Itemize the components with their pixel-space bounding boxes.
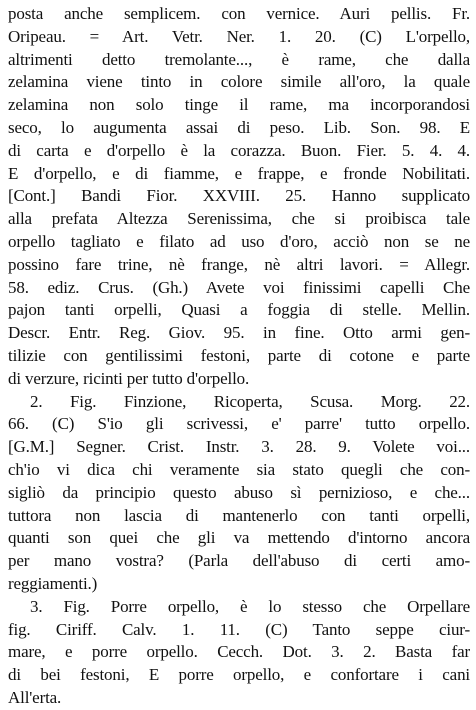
text-line: di verzure, ricinti per tutto d'orpello. bbox=[8, 368, 250, 388]
text-line: seco, lo augumenta assai di peso. Lib. Son. 98. E bbox=[8, 117, 470, 137]
text-line: quanti son quei che gli va mettendo d'intorno ancora bbox=[8, 528, 470, 548]
text-line: 58. ediz. Crus. (Gh.) Avete voi finissimi capelli Che bbox=[8, 277, 470, 297]
text-line: reggiamenti.) bbox=[8, 573, 98, 593]
text-line: 2. Fig. Finzione, Ricoperta, Scusa. Morg. 22. bbox=[30, 391, 470, 411]
text-line: pajon tanti orpelli, Quasi a foggia di stelle. Mellin. bbox=[8, 300, 470, 320]
text-line: tilizie con gentilissimi festoni, parte di cotone e parte bbox=[8, 345, 470, 365]
text-line: di bei festoni, E porre orpello, e confortare i cani bbox=[8, 665, 470, 685]
text-line: ch'io vi dica chi veramente sia stato quegli che con- bbox=[8, 459, 470, 479]
text-line: 66. (C) S'io gli scrivessi, e' parre' tutto orpello. bbox=[8, 414, 470, 434]
text-line: alla prefata Altezza Serenissima, che si proibisca tale bbox=[8, 209, 470, 229]
text-line: Oripeau. = Art. Vetr. Ner. 1. 20. (C) L'orpello, bbox=[8, 26, 470, 46]
text-line: fig. Ciriff. Calv. 1. 11. (C) Tanto seppe ciur- bbox=[8, 619, 470, 639]
text-line: zelamina viene tinto in colore simile all'oro, la quale bbox=[8, 72, 470, 92]
text-line: posta anche semplicem. con vernice. Auri pellis. Fr. bbox=[8, 4, 470, 23]
text-line: [G.M.] Segner. Crist. Instr. 3. 28. 9. Volete voi... bbox=[8, 437, 470, 457]
text-line: [Cont.] Bandi Fior. XXVIII. 25. Hanno supplicato bbox=[8, 186, 470, 206]
text-line: All'erta. bbox=[8, 687, 62, 707]
text-line: sigliò da principio questo abuso sì pernizioso, e che... bbox=[8, 482, 470, 502]
text-line: 3. Fig. Porre orpello, è lo stesso che Orpellare bbox=[30, 596, 470, 616]
text-line: per mano vostra? (Parla dell'abuso di certi amo- bbox=[8, 551, 470, 571]
text-line: Descr. Entr. Reg. Giov. 95. in fine. Otto armi gen- bbox=[8, 323, 470, 343]
text-line: mare, e porre orpello. Cecch. Dot. 3. 2. Basta far bbox=[8, 642, 470, 662]
text-line: possino fare trine, nè frange, nè altri lavori. = Allegr. bbox=[8, 254, 470, 274]
dictionary-entry-text bbox=[8, 3, 470, 710]
text-line: orpello tagliato e filato ad uso d'oro, acciò non se ne bbox=[8, 231, 470, 251]
text-line: di carta e d'orpello è la corazza. Buon. Fier. 5. 4. 4. bbox=[8, 140, 470, 160]
text-line: zelamina non solo tinge il rame, ma incorporandosi bbox=[8, 95, 470, 115]
text-line: altrimenti detto tremolante..., è rame, che dalla bbox=[8, 49, 470, 69]
text-line: tuttora non lascia di mantenerlo con tanti orpelli, bbox=[8, 505, 470, 525]
text-line: E d'orpello, e di fiamme, e frappe, e fronde Nobilitati. bbox=[8, 163, 470, 183]
